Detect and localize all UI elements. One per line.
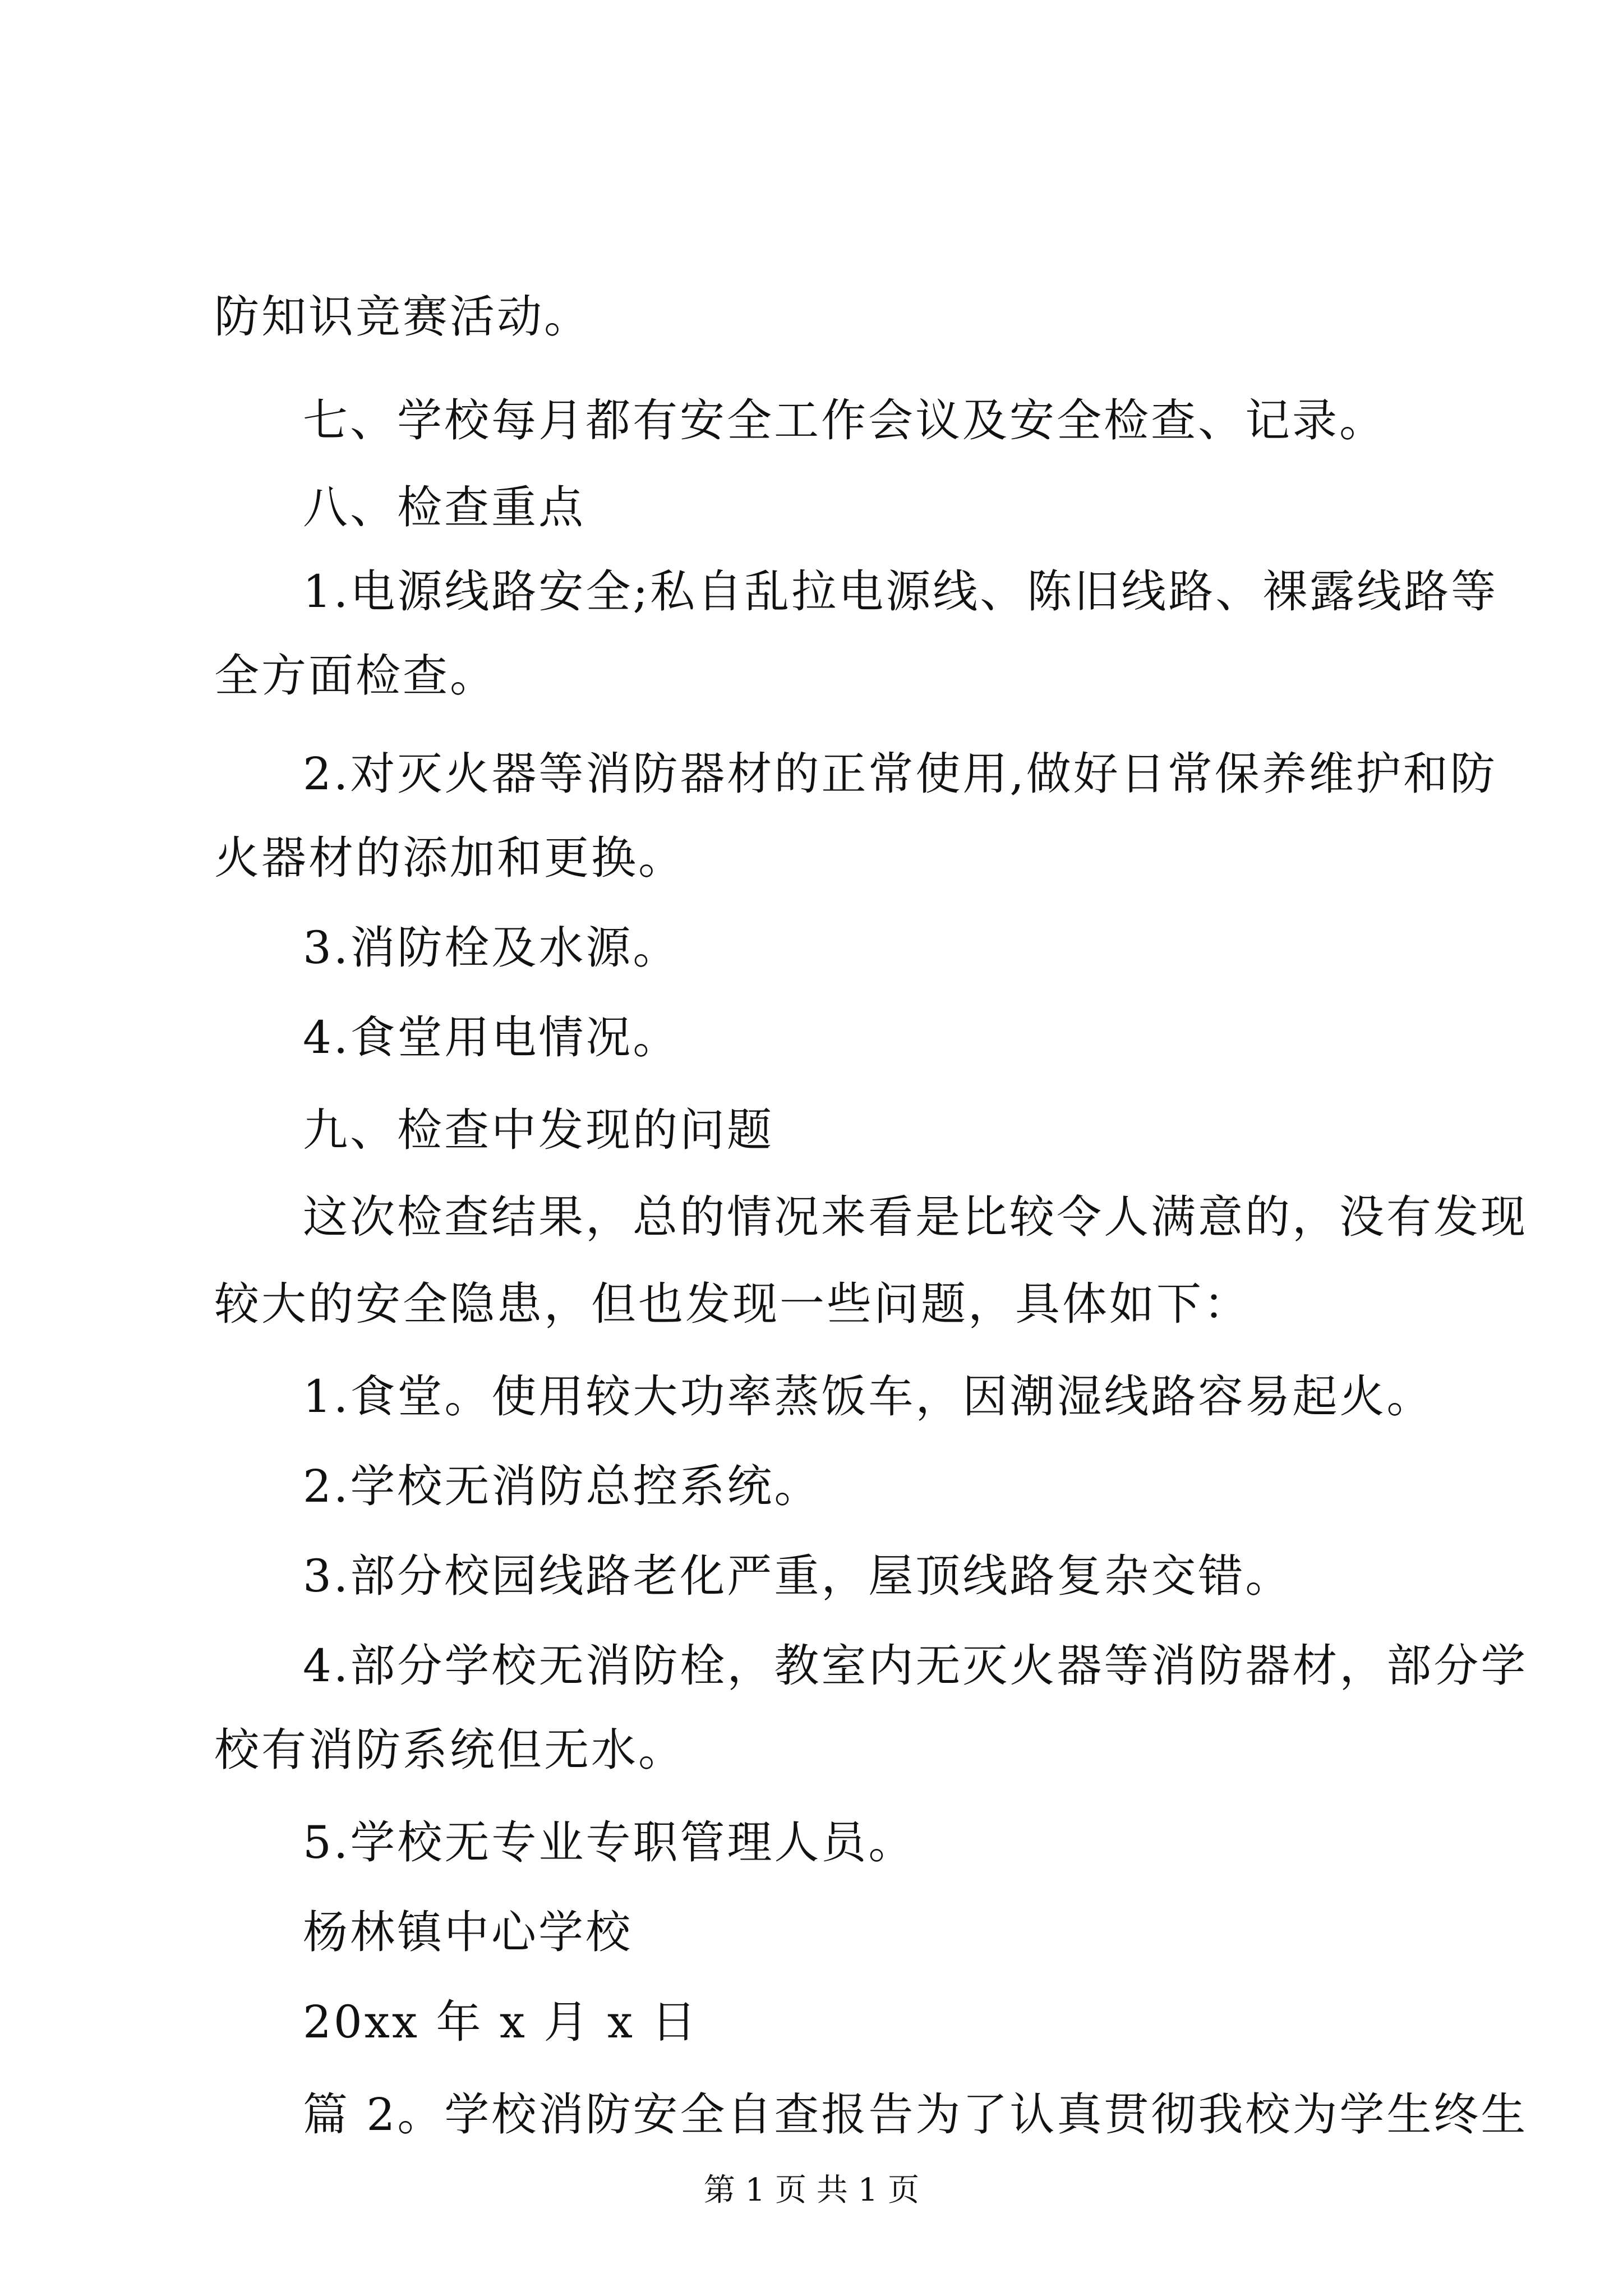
paragraph-line: 2.对灭火器等消防器材的正常使用,做好日常保养维护和防 [303,748,1497,800]
paragraph-line: 2.学校无消防总控系统。 [303,1460,822,1512]
signature-organization: 杨林镇中心学校 [303,1906,633,1958]
paragraph-line: 3.部分校园线路老化严重，屋顶线路复杂交错。 [303,1550,1293,1602]
paragraph-line: 4.食堂用电情况。 [303,1011,680,1064]
paragraph-line: 这次检查结果，总的情况来看是比较令人满意的，没有发现 [303,1191,1528,1243]
paragraph-line: 1.食堂。使用较大功率蒸饭车，因潮湿线路容易起火。 [303,1370,1434,1423]
paragraph-line: 5.学校无专业专职管理人员。 [303,1816,916,1869]
section-heading: 九、检查中发现的问题 [303,1104,774,1156]
paragraph-line: 校有消防系统但无水。 [214,1724,685,1776]
paragraph-line: 较大的安全隐患，但也发现一些问题，具体如下： [214,1278,1251,1330]
paragraph-line: 火器材的添加和更换。 [214,832,685,884]
paragraph-line: 全方面检查。 [214,650,497,702]
section-heading: 八、检查重点 [303,481,585,533]
paragraph-line: 七、学校每月都有安全工作会议及安全检查、记录。 [303,394,1386,447]
paragraph-line: 3.消防栓及水源。 [303,922,680,974]
signature-date: 20xx 年 x 月 x 日 [303,1996,699,2048]
paragraph-line: 篇 2。学校消防安全自查报告为了认真贯彻我校为学生终生 [303,2088,1528,2141]
paragraph-line: 1.电源线路安全;私自乱拉电源线、陈旧线路、裸露线路等 [303,565,1498,618]
page-footer: 第 1 页 共 1 页 [703,2172,920,2208]
paragraph-line: 防知识竞赛活动。 [214,291,591,343]
paragraph-line: 4.部分学校无消防栓，教室内无灭火器等消防器材，部分学 [303,1640,1528,1692]
